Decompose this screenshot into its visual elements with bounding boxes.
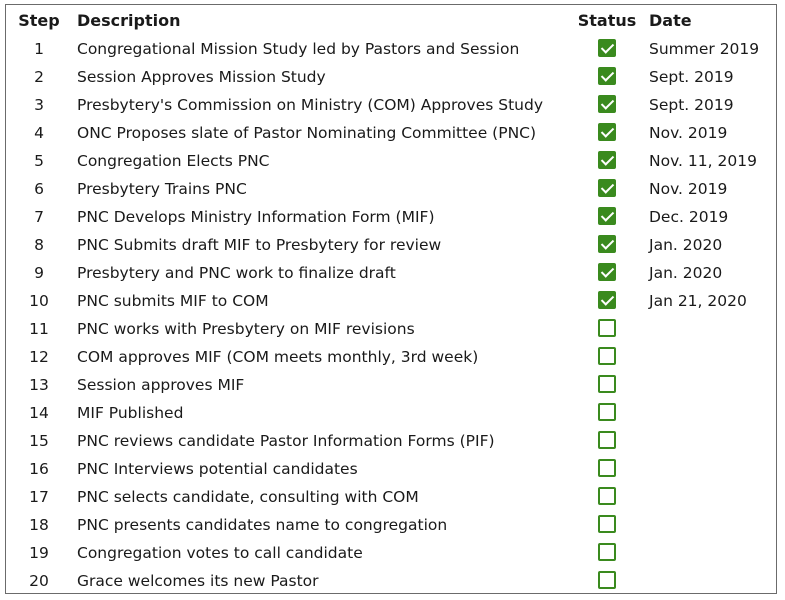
step-date bbox=[643, 399, 776, 427]
step-date bbox=[643, 427, 776, 455]
table-row bbox=[6, 91, 776, 119]
status-cell bbox=[571, 91, 643, 119]
step-date bbox=[643, 371, 776, 399]
status-cell bbox=[571, 287, 643, 315]
status-cell bbox=[571, 371, 643, 399]
step-description: Congregation Elects PNC bbox=[77, 152, 270, 170]
status-cell bbox=[571, 315, 643, 343]
step-date: Jan 21, 2020 bbox=[649, 292, 747, 310]
step-date: Jan. 2020 bbox=[649, 264, 723, 282]
step-date: Summer 2019 bbox=[649, 40, 760, 58]
step-date: Sept. 2019 bbox=[649, 96, 734, 114]
table-row bbox=[6, 63, 776, 91]
status-cell bbox=[571, 259, 643, 287]
header-date: Date bbox=[649, 10, 692, 30]
checked-checkbox-icon[interactable] bbox=[598, 235, 616, 253]
step-date bbox=[643, 539, 776, 567]
checked-checkbox-icon[interactable] bbox=[598, 123, 616, 141]
unchecked-checkbox-icon[interactable] bbox=[598, 403, 616, 421]
status-cell bbox=[571, 343, 643, 371]
table-row bbox=[6, 35, 776, 63]
step-description: PNC submits MIF to COM bbox=[77, 292, 269, 310]
step-number: 20 bbox=[29, 572, 49, 590]
status-cell bbox=[571, 203, 643, 231]
step-number: 1 bbox=[34, 40, 44, 58]
step-number: 3 bbox=[34, 96, 44, 114]
unchecked-checkbox-icon[interactable] bbox=[598, 347, 616, 365]
step-description: PNC presents candidates name to congregation bbox=[77, 516, 448, 534]
checked-checkbox-icon[interactable] bbox=[598, 39, 616, 57]
header-description: Description bbox=[77, 10, 181, 30]
unchecked-checkbox-icon[interactable] bbox=[598, 319, 616, 337]
step-number: 6 bbox=[34, 180, 44, 198]
table-row bbox=[6, 203, 776, 231]
checked-checkbox-icon[interactable] bbox=[598, 207, 616, 225]
table-row bbox=[6, 343, 776, 371]
table-row bbox=[6, 567, 776, 595]
table-body bbox=[6, 35, 776, 595]
table-row bbox=[6, 371, 776, 399]
step-description: Presbytery Trains PNC bbox=[77, 180, 247, 198]
table-row bbox=[6, 231, 776, 259]
unchecked-checkbox-icon[interactable] bbox=[598, 487, 616, 505]
step-number: 12 bbox=[29, 348, 49, 366]
checked-checkbox-icon[interactable] bbox=[598, 151, 616, 169]
status-cell bbox=[571, 231, 643, 259]
header-status: Status bbox=[577, 10, 637, 30]
step-date: Nov. 11, 2019 bbox=[649, 152, 757, 170]
status-cell bbox=[571, 35, 643, 63]
table-row bbox=[6, 315, 776, 343]
checked-checkbox-icon[interactable] bbox=[598, 179, 616, 197]
step-date: Sept. 2019 bbox=[649, 68, 734, 86]
step-description: Session Approves Mission Study bbox=[77, 68, 326, 86]
step-date bbox=[643, 511, 776, 539]
status-cell bbox=[571, 427, 643, 455]
step-description: PNC Develops Ministry Information Form (MIF) bbox=[77, 208, 435, 226]
status-cell bbox=[571, 511, 643, 539]
step-date: Jan. 2020 bbox=[649, 236, 723, 254]
table-row bbox=[6, 147, 776, 175]
checked-checkbox-icon[interactable] bbox=[598, 67, 616, 85]
table-row bbox=[6, 175, 776, 203]
status-cell bbox=[571, 119, 643, 147]
step-number: 9 bbox=[34, 264, 44, 282]
table-row bbox=[6, 287, 776, 315]
status-cell bbox=[571, 175, 643, 203]
status-cell bbox=[571, 63, 643, 91]
step-date bbox=[643, 343, 776, 371]
step-date: Nov. 2019 bbox=[649, 124, 728, 142]
step-description: Congregation votes to call candidate bbox=[77, 544, 363, 562]
step-description: PNC Interviews potential candidates bbox=[77, 460, 358, 478]
status-cell bbox=[571, 455, 643, 483]
unchecked-checkbox-icon[interactable] bbox=[598, 459, 616, 477]
step-description: PNC Submits draft MIF to Presbytery for review bbox=[77, 236, 442, 254]
steps-table bbox=[6, 5, 776, 595]
status-cell bbox=[571, 567, 643, 595]
step-number: 15 bbox=[29, 432, 49, 450]
step-description: Session approves MIF bbox=[77, 376, 245, 394]
checked-checkbox-icon[interactable] bbox=[598, 263, 616, 281]
header-row bbox=[6, 5, 776, 35]
checked-checkbox-icon[interactable] bbox=[598, 291, 616, 309]
table-row bbox=[6, 259, 776, 287]
status-cell bbox=[571, 483, 643, 511]
unchecked-checkbox-icon[interactable] bbox=[598, 571, 616, 589]
unchecked-checkbox-icon[interactable] bbox=[598, 431, 616, 449]
header-step: Step bbox=[18, 10, 60, 30]
table-row bbox=[6, 399, 776, 427]
step-number: 13 bbox=[29, 376, 49, 394]
step-number: 7 bbox=[34, 208, 44, 226]
step-description: PNC selects candidate, consulting with COM bbox=[77, 488, 419, 506]
step-number: 19 bbox=[29, 544, 49, 562]
step-description: Presbytery and PNC work to finalize draft bbox=[77, 264, 396, 282]
unchecked-checkbox-icon[interactable] bbox=[598, 515, 616, 533]
step-date: Nov. 2019 bbox=[649, 180, 728, 198]
step-description: PNC reviews candidate Pastor Information Forms (PIF) bbox=[77, 432, 495, 450]
step-description: Congregational Mission Study led by Pastors and Session bbox=[77, 40, 520, 58]
step-date bbox=[643, 455, 776, 483]
step-date bbox=[643, 567, 776, 595]
table-row bbox=[6, 511, 776, 539]
step-number: 14 bbox=[29, 404, 49, 422]
table-row bbox=[6, 427, 776, 455]
step-description: MIF Published bbox=[77, 404, 184, 422]
checked-checkbox-icon[interactable] bbox=[598, 95, 616, 113]
table-row bbox=[6, 455, 776, 483]
step-date bbox=[643, 483, 776, 511]
step-date: Dec. 2019 bbox=[649, 208, 729, 226]
step-number: 16 bbox=[29, 460, 49, 478]
step-date bbox=[643, 315, 776, 343]
step-number: 8 bbox=[34, 236, 44, 254]
step-number: 10 bbox=[29, 292, 49, 310]
unchecked-checkbox-icon[interactable] bbox=[598, 543, 616, 561]
step-description: Presbytery's Commission on Ministry (COM) Approves Study bbox=[77, 96, 543, 114]
status-cell bbox=[571, 147, 643, 175]
step-description: PNC works with Presbytery on MIF revisions bbox=[77, 320, 415, 338]
step-number: 4 bbox=[34, 124, 44, 142]
step-description: COM approves MIF (COM meets monthly, 3rd week) bbox=[77, 348, 479, 366]
steps-table-frame bbox=[5, 4, 777, 594]
table-row bbox=[6, 539, 776, 567]
table-row bbox=[6, 119, 776, 147]
step-number: 18 bbox=[29, 516, 49, 534]
status-cell bbox=[571, 539, 643, 567]
step-number: 5 bbox=[34, 152, 44, 170]
step-number: 2 bbox=[34, 68, 44, 86]
step-description: Grace welcomes its new Pastor bbox=[77, 572, 319, 590]
status-cell bbox=[571, 399, 643, 427]
step-number: 11 bbox=[29, 320, 49, 338]
step-number: 17 bbox=[29, 488, 49, 506]
step-description: ONC Proposes slate of Pastor Nominating Committee (PNC) bbox=[77, 124, 537, 142]
unchecked-checkbox-icon[interactable] bbox=[598, 375, 616, 393]
table-row bbox=[6, 483, 776, 511]
